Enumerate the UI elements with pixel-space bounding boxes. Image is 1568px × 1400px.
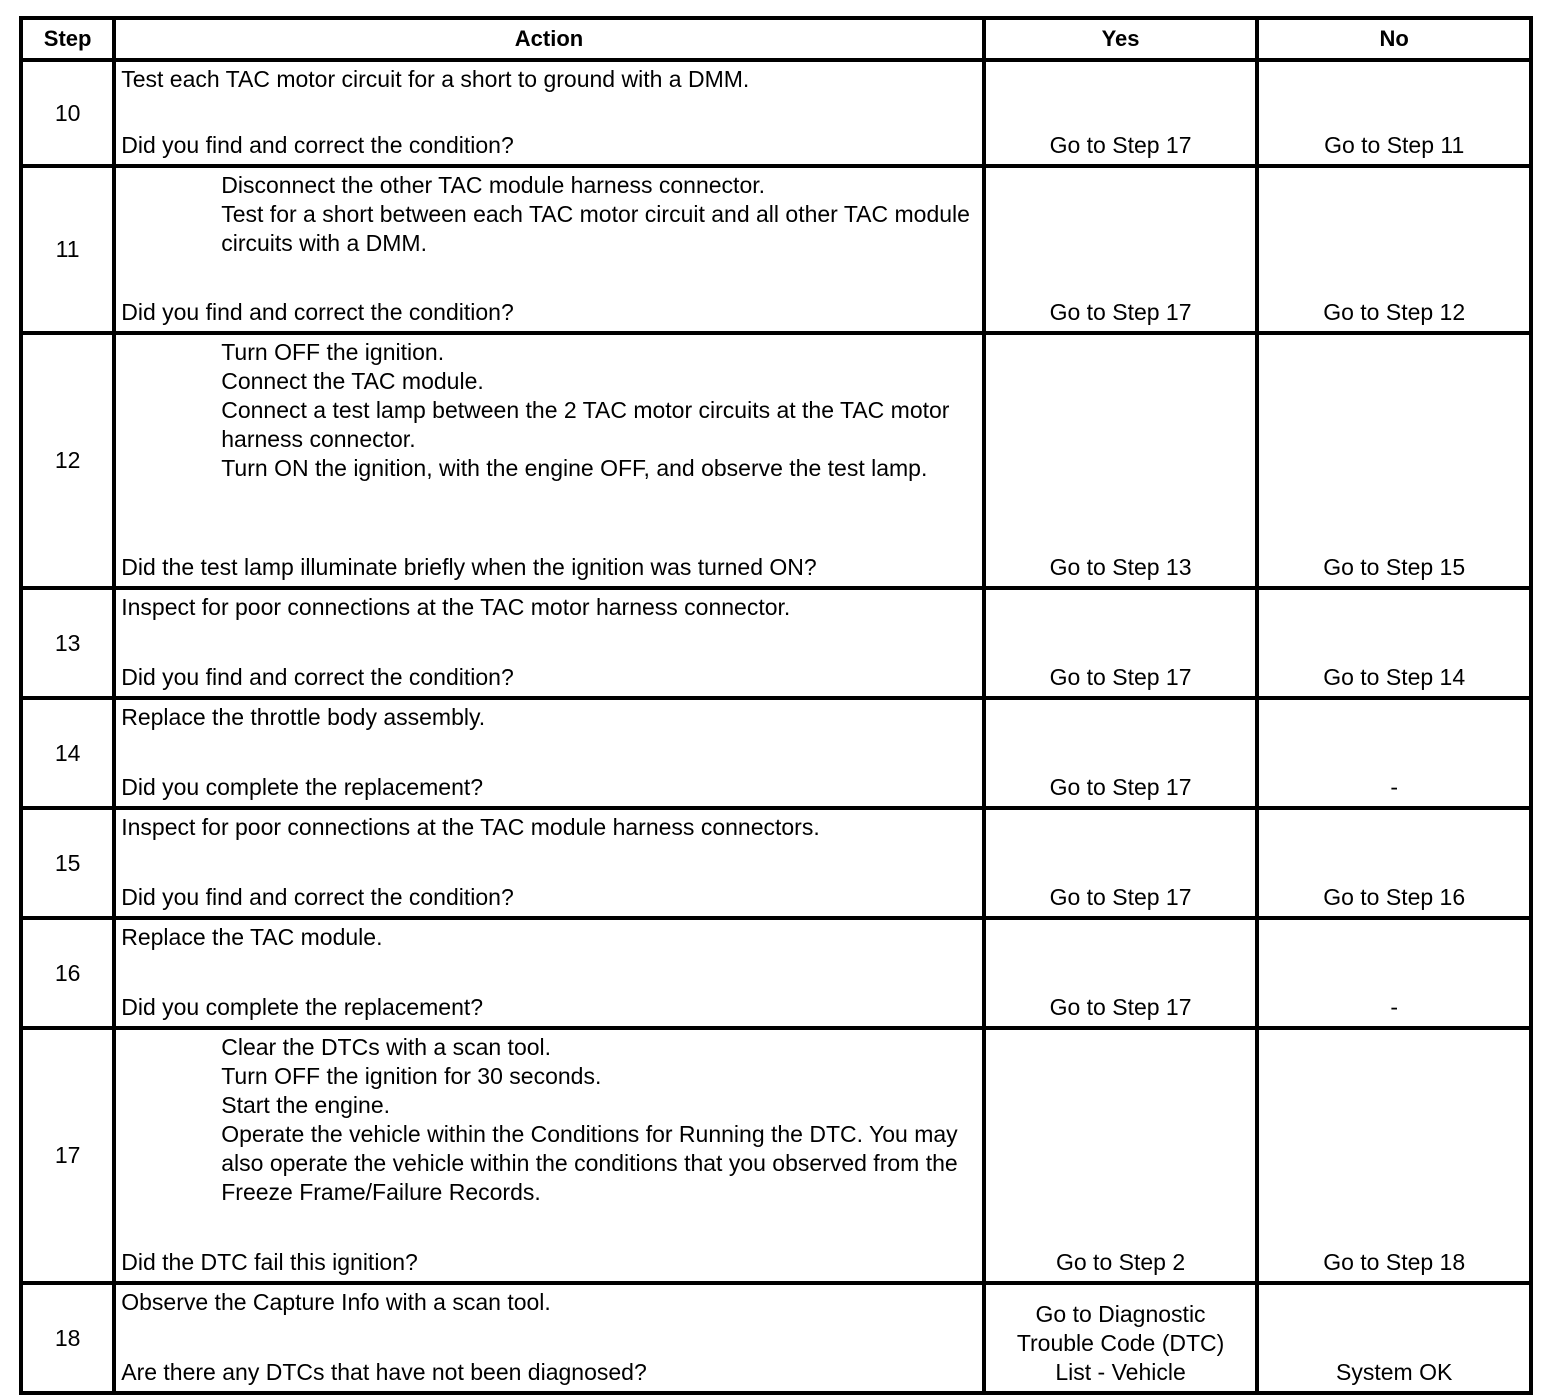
action-instruction: Inspect for poor connections at the TAC motor harness connector. bbox=[121, 594, 791, 620]
no-answer: - bbox=[1390, 994, 1399, 1020]
table-row bbox=[21, 1028, 1531, 1283]
no-column-header: No bbox=[1257, 18, 1531, 60]
table-row bbox=[21, 60, 1531, 166]
header-row bbox=[21, 18, 1531, 60]
no-cell bbox=[1257, 918, 1531, 1028]
no-cell bbox=[1257, 588, 1531, 698]
no-cell bbox=[1257, 333, 1531, 588]
step-number: 13 bbox=[21, 588, 114, 698]
step-number: 11 bbox=[21, 166, 114, 333]
action-instruction: Operate the vehicle within the Conditions for Running the DTC. You may also operate the vehicle within the conditions that you observed from the Freeze Frame/Failure Records. bbox=[221, 1121, 958, 1205]
yes-answer: Go to Step 17 bbox=[1049, 884, 1192, 910]
table-header bbox=[21, 18, 1531, 60]
action-instruction: Start the engine. bbox=[221, 1092, 391, 1118]
yes-answer: Go to Step 17 bbox=[1049, 132, 1192, 158]
no-cell bbox=[1257, 1283, 1531, 1393]
action-question: Did you complete the replacement? bbox=[121, 994, 484, 1020]
action-question: Did you find and correct the condition? bbox=[121, 299, 514, 325]
action-question: Did you find and correct the condition? bbox=[121, 132, 514, 158]
action-question: Did you find and correct the condition? bbox=[121, 664, 514, 690]
action-question: Did the test lamp illuminate briefly when the ignition was turned ON? bbox=[121, 554, 817, 580]
yes-answer: Go to Step 13 bbox=[1049, 554, 1192, 580]
yes-cell bbox=[984, 333, 1258, 588]
yes-cell bbox=[984, 1283, 1258, 1393]
action-instructions bbox=[121, 813, 978, 842]
step-number: 12 bbox=[21, 333, 114, 588]
action-question: Are there any DTCs that have not been diagnosed? bbox=[121, 1359, 647, 1385]
no-answer: Go to Step 15 bbox=[1323, 554, 1466, 580]
step-number: 14 bbox=[21, 698, 114, 808]
action-instruction: Disconnect the other TAC module harness connector. bbox=[221, 172, 766, 198]
action-instruction: Replace the throttle body assembly. bbox=[121, 704, 486, 730]
yes-answer: Go to Step 17 bbox=[1049, 774, 1192, 800]
action-instructions bbox=[121, 703, 978, 732]
action-cell bbox=[114, 698, 984, 808]
action-instruction: Connect the TAC module. bbox=[221, 368, 484, 394]
action-cell bbox=[114, 60, 984, 166]
action-cell bbox=[114, 1028, 984, 1283]
action-question: Did you complete the replacement? bbox=[121, 774, 484, 800]
action-cell bbox=[114, 808, 984, 918]
no-cell bbox=[1257, 1028, 1531, 1283]
action-cell bbox=[114, 918, 984, 1028]
table-row bbox=[21, 808, 1531, 918]
yes-cell bbox=[984, 166, 1258, 333]
table-body bbox=[21, 60, 1531, 1393]
no-cell bbox=[1257, 60, 1531, 166]
table-row bbox=[21, 698, 1531, 808]
step-number: 10 bbox=[21, 60, 114, 166]
action-instructions bbox=[121, 338, 978, 483]
yes-answer: Go to Step 17 bbox=[1049, 299, 1192, 325]
yes-answer: Go to Diagnostic bbox=[1035, 1301, 1206, 1327]
yes-cell bbox=[984, 1028, 1258, 1283]
action-instructions bbox=[121, 1033, 978, 1207]
table-row bbox=[21, 166, 1531, 333]
yes-cell bbox=[984, 808, 1258, 918]
step-number: 17 bbox=[21, 1028, 114, 1283]
table-row bbox=[21, 1283, 1531, 1393]
action-column-header: Action bbox=[114, 18, 984, 60]
no-answer: Go to Step 14 bbox=[1323, 664, 1466, 690]
action-instructions bbox=[121, 593, 978, 622]
action-instructions bbox=[121, 65, 978, 94]
no-answer: - bbox=[1390, 774, 1399, 800]
table-row bbox=[21, 333, 1531, 588]
diagnostic-table bbox=[19, 16, 1533, 1395]
no-answer: Go to Step 11 bbox=[1324, 132, 1465, 158]
yes-answer: List - Vehicle bbox=[1055, 1359, 1186, 1385]
action-instruction: Turn OFF the ignition for 30 seconds. bbox=[221, 1063, 602, 1089]
yes-cell bbox=[984, 918, 1258, 1028]
step-number: 15 bbox=[21, 808, 114, 918]
step-number: 18 bbox=[21, 1283, 114, 1393]
action-instruction: Connect a test lamp between the 2 TAC motor circuits at the TAC motor harness connector. bbox=[221, 397, 950, 452]
action-cell bbox=[114, 1283, 984, 1393]
no-answer: Go to Step 16 bbox=[1323, 884, 1466, 910]
action-instruction: Turn ON the ignition, with the engine OFF, and observe the test lamp. bbox=[221, 455, 928, 481]
no-answer: Go to Step 18 bbox=[1323, 1249, 1466, 1275]
yes-cell bbox=[984, 698, 1258, 808]
action-cell bbox=[114, 588, 984, 698]
yes-answer: Go to Step 17 bbox=[1049, 664, 1192, 690]
yes-column-header: Yes bbox=[984, 18, 1258, 60]
step-column-header: Step bbox=[21, 18, 114, 60]
action-instructions bbox=[121, 923, 978, 952]
no-answer: Go to Step 12 bbox=[1323, 299, 1466, 325]
yes-answer: Trouble Code (DTC) bbox=[1016, 1330, 1225, 1356]
action-question: Did the DTC fail this ignition? bbox=[121, 1249, 418, 1275]
step-number: 16 bbox=[21, 918, 114, 1028]
yes-answer: Go to Step 2 bbox=[1055, 1249, 1186, 1275]
yes-cell bbox=[984, 60, 1258, 166]
no-cell bbox=[1257, 808, 1531, 918]
action-instruction: Observe the Capture Info with a scan tool. bbox=[121, 1289, 551, 1315]
no-cell bbox=[1257, 698, 1531, 808]
no-answer: System OK bbox=[1336, 1359, 1453, 1385]
action-instruction: Replace the TAC module. bbox=[121, 924, 383, 950]
yes-cell bbox=[984, 588, 1258, 698]
action-instructions bbox=[121, 171, 978, 258]
action-instruction: Test for a short between each TAC motor circuit and all other TAC module circuits with a DMM. bbox=[221, 201, 970, 256]
no-cell bbox=[1257, 166, 1531, 333]
yes-answer: Go to Step 17 bbox=[1049, 994, 1192, 1020]
action-cell bbox=[114, 333, 984, 588]
action-instructions bbox=[121, 1288, 978, 1317]
table-row bbox=[21, 588, 1531, 698]
action-instruction: Turn OFF the ignition. bbox=[221, 339, 445, 365]
action-question: Did you find and correct the condition? bbox=[121, 884, 514, 910]
table-row bbox=[21, 918, 1531, 1028]
action-instruction: Test each TAC motor circuit for a short to ground with a DMM. bbox=[121, 66, 750, 92]
action-instruction: Clear the DTCs with a scan tool. bbox=[221, 1034, 552, 1060]
action-instruction: Inspect for poor connections at the TAC module harness connectors. bbox=[121, 814, 820, 840]
action-cell bbox=[114, 166, 984, 333]
